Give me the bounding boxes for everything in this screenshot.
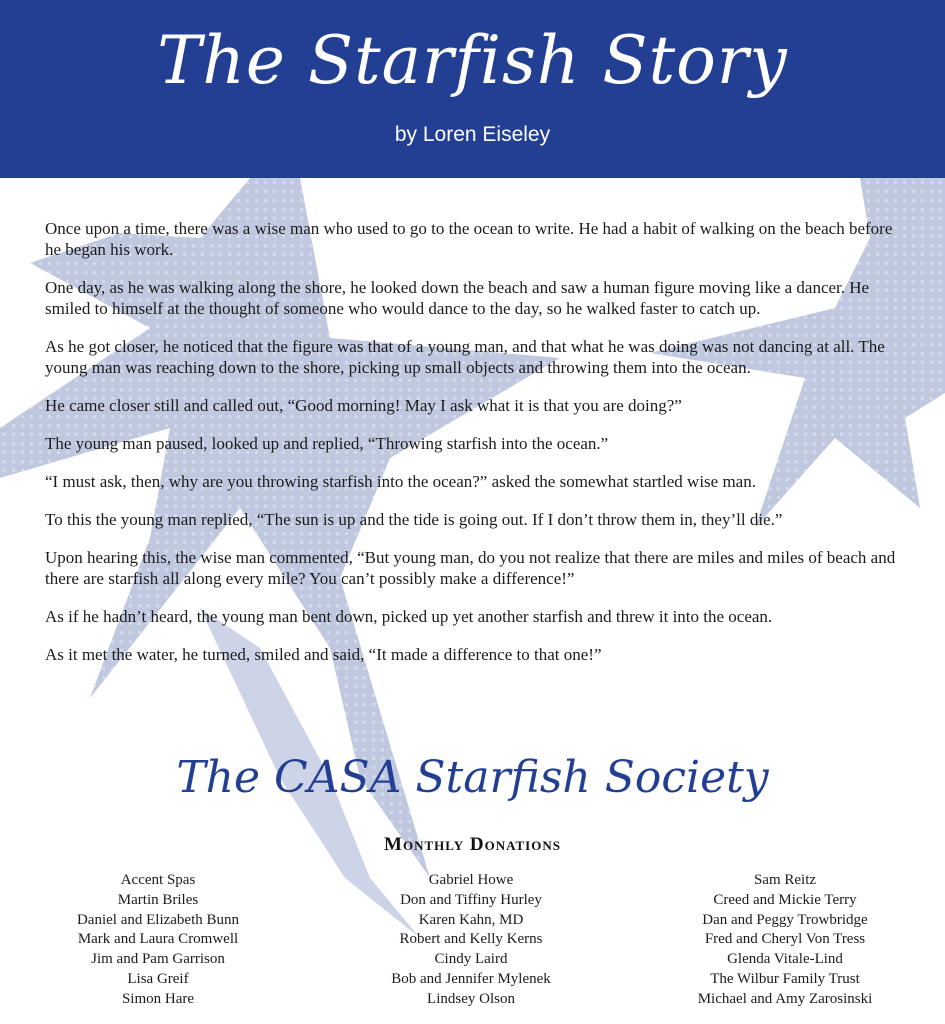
donor-name: Martin Briles — [117, 891, 199, 908]
story-paragraph: He came closer still and called out, “Good morning! May I ask what it is that you are doing?” — [45, 396, 682, 415]
story-paragraph: To this the young man replied, “The sun is up and the tide is going out. If I don’t throw them in, they’ll die.” — [45, 510, 783, 529]
donor-name: Fred and Cheryl Von Tress — [704, 931, 866, 948]
donor-column-1 — [8, 871, 308, 1010]
donor-name: Michael and Amy Zarosinski — [697, 990, 873, 1007]
donor-name: Glenda Vitale-Lind — [727, 951, 843, 968]
donor-name: Jim and Pam Garrison — [91, 951, 225, 968]
page-title: The Starfish Story — [157, 22, 788, 99]
donor-name: Creed and Mickie Terry — [713, 891, 857, 908]
donor-name: Accent Spas — [120, 872, 196, 888]
society-title: The CASA Starfish Society — [176, 752, 769, 803]
donor-name: Mark and Laura Cromwell — [77, 931, 239, 948]
donor-name: Simon Hare — [121, 990, 195, 1007]
header-banner — [0, 0, 945, 178]
donor-name: Don and Tiffiny Hurley — [400, 891, 542, 908]
story-paragraph: As if he hadn’t heard, the young man bent down, picked up yet another starfish and threw it into the ocean. — [45, 607, 773, 626]
story-paragraph: Once upon a time, there was a wise man who used to go to the ocean to write. He had a habit of walking on the beach before he began his work. — [45, 219, 893, 259]
story-paragraph: As he got closer, he noticed that the figure was that of a young man, and that what he was doing was not dancing at all. The young man was reaching down to the shore, picking up small objects and throwing them into the ocean. — [45, 337, 885, 377]
donor-name: Robert and Kelly Kerns — [399, 931, 543, 948]
story-body — [45, 218, 900, 682]
donor-name: The Wilbur Family Trust — [710, 970, 860, 987]
story-paragraph: As it met the water, he turned, smiled and said, “It made a difference to that one!” — [45, 645, 602, 664]
donor-name: Lisa Greif — [127, 970, 189, 987]
story-paragraph: One day, as he was walking along the shore, he looked down the beach and saw a human figure moving like a dancer. He smiled to himself at the thought of someone who would dance to the day, so he walked faster to catch up. — [45, 278, 870, 318]
donations-heading: Monthly Donations — [384, 834, 561, 855]
donor-column-2 — [321, 871, 621, 1010]
donor-name: Lindsey Olson — [427, 990, 515, 1007]
author-byline: by Loren Eiseley — [394, 123, 551, 146]
story-paragraph: The young man paused, looked up and replied, “Throwing starfish into the ocean.” — [45, 434, 609, 453]
donor-column-3 — [635, 871, 935, 1010]
donor-name: Dan and Peggy Trowbridge — [702, 911, 868, 928]
donor-name: Sam Reitz — [753, 872, 817, 888]
story-paragraph: Upon hearing this, the wise man commented, “But young man, do you not realize that there are miles and miles of beach and there are starfish all along every mile? You can’t possibly make a difference!” — [45, 548, 896, 588]
donor-name: Cindy Laird — [434, 951, 508, 968]
donor-name: Bob and Jennifer Mylenek — [391, 970, 551, 987]
story-paragraph: “I must ask, then, why are you throwing starfish into the ocean?” asked the somewhat startled wise man. — [45, 472, 756, 491]
donor-name: Daniel and Elizabeth Bunn — [76, 911, 240, 928]
donor-name: Karen Kahn, MD — [418, 911, 524, 928]
donor-name: Gabriel Howe — [428, 872, 514, 888]
